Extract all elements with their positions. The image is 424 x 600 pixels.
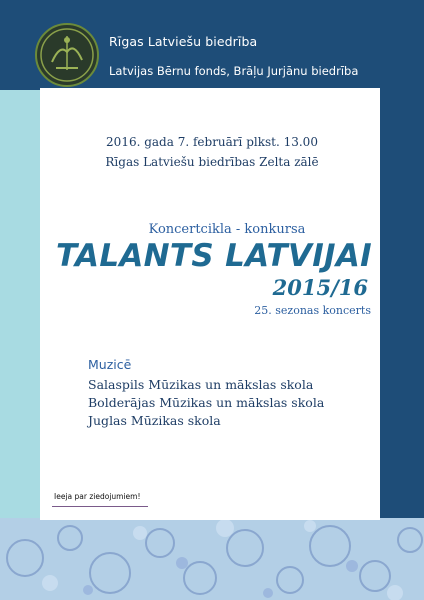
performers-heading: Muzicē: [88, 357, 132, 372]
performers-list: [88, 376, 324, 430]
organization-name: Rīgas Latviešu biedrība: [109, 34, 258, 49]
list-item: Bolderājas Mūzikas un mākslas skola: [88, 395, 325, 410]
partner-organizations: Latvijas Bērnu fonds, Brāļu Jurjānu biedrība: [109, 64, 359, 78]
list-item: Juglas Mūzikas skola: [88, 413, 221, 428]
admission-note: Ieeja par ziedojumiem!: [54, 492, 141, 501]
concert-subtitle: Koncertcikla - konkursa: [148, 222, 306, 237]
divider: [52, 506, 148, 507]
event-venue: Rīgas Latviešu biedrības Zelta zālē: [105, 155, 319, 169]
decorative-pattern: [0, 518, 424, 600]
season-years: 2015/16: [272, 275, 368, 300]
event-date-time: 2016. gada 7. februārī plkst. 13.00: [106, 135, 318, 149]
season-concert-number: 25. sezonas koncerts: [254, 304, 371, 317]
list-item: Salaspils Mūzikas un mākslas skola: [88, 377, 314, 392]
concert-title: TALANTS LATVIJAI: [56, 238, 372, 274]
society-emblem-logo: [34, 22, 100, 88]
